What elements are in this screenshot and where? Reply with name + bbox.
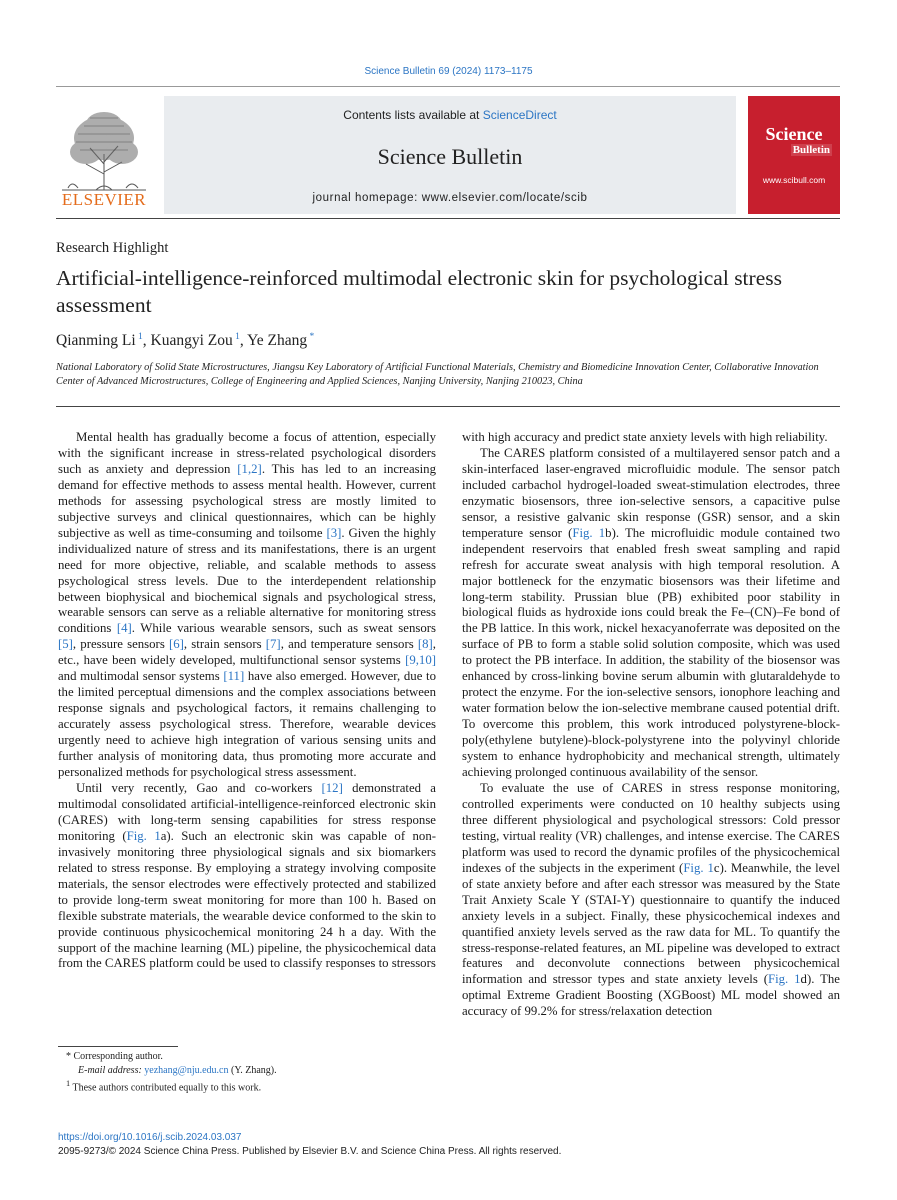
footnote-mark: * xyxy=(66,1051,71,1062)
citation-link[interactable]: [3] xyxy=(326,525,342,540)
journal-header xyxy=(56,96,840,214)
citation-link[interactable]: [7] xyxy=(265,637,281,652)
journal-homepage[interactable]: journal homepage: www.elsevier.com/locate/scib xyxy=(312,192,588,204)
body-text: c). Meanwhile, the level of state anxiety before and after each stressor was measured by the State Trait Anxiety Scale Y (STAI-Y) questionnaire to quantify the induced anxiety levels in a subject. Finally, these physicochemical indexes and quantified anxiety levels served as the raw data for ML. To quantify the stress-response-related features, an ML pipeline was developed to extract features and deconvolute connections between physicochemical information and stressor types and state anxiety levels ( xyxy=(462,860,840,987)
figure-reference-link[interactable]: Fig. 1 xyxy=(126,828,161,843)
article-type: Research Highlight xyxy=(56,240,169,256)
cover-url: www.scibull.com xyxy=(762,175,826,185)
author-mark[interactable]: 1 xyxy=(135,332,143,342)
body-text: , and temperature sensors xyxy=(280,637,418,652)
body-text: have also emerged. However, due to the limited perceptual dimensions and the complex associations between response signals and psychological factors, it remains challenging to accurately assess psychological stress. Therefore, wearable devices urgently need to achieve high integration of various sensing units and further analysis of monitoring data, thus promoting more accurate and personalized methods for psychological stress assessment. xyxy=(58,669,436,780)
doi-link[interactable]: https://doi.org/10.1016/j.scib.2024.03.037 xyxy=(58,1132,242,1143)
header-top-rule xyxy=(56,86,840,87)
footnote-email xyxy=(58,1064,436,1078)
footnote-corresponding xyxy=(58,1050,436,1064)
body-text: b). The microfluidic module contained two independent reservoirs that enabled fresh sweat sampling and rapid refresh for accurate sweat analysis with high temporal resolution. A major bottleneck for the enzymatic biosensors was their lifetime and long-term stability. Prussian blue (PB) exhibited poor stability in biological fluids as hydroxide ions could break the Fe–(CN)–Fe bond of the PB lattice. In this work, nickel hexacyanoferrate was deposited on the surface of PB to form a stable solid solution composite, which was used to protect the PB interface. In addition, the stability of the biosensor was enhanced by cross-linking bovine serum albumin with glutaraldehyde to protect the enzyme. For the ion-selective sensors, ionophore leaching and water formation below the ion-selective membrane caused potential drift. To overcome this problem, this work introduced polystyrene-block-poly(ethylene butylene)-block-polystyrene into the polyvinyl chloride system to enhance hydrophobicity and mechanical strength, ultimately achieving prolonged continuous availability of the sensor. xyxy=(462,525,840,780)
body-text: To evaluate the use of CARES in stress response monitoring, controlled experiments were conducted on 10 healthy subjects using three different physiological and psychological stressors: Cold pressor testing, virtual reality (VR) challenges, and intense exercise. The CARES platform was used to record the dynamic profiles of the physicochemical indexes of the subjects in the experiment ( xyxy=(462,780,840,875)
citation-link[interactable]: [5] xyxy=(58,637,73,652)
body-text: . This has led to an increasing demand for effective methods to assess mental health. However, current methods for assessing psychological stress are mostly limited to subjective surveys and clinical questionnaires, which can be highly subjective as well as time-consuming and toilsome xyxy=(58,461,436,540)
header-bottom-rule xyxy=(56,218,840,219)
figure-reference-link[interactable]: Fig. 1 xyxy=(572,525,606,540)
body-text: , strain sensors xyxy=(183,637,266,652)
footnote-rule xyxy=(58,1046,178,1047)
author-name[interactable]: Ye Zhang xyxy=(247,332,308,350)
body-text: Mental health has gradually become a focus of attention, especially with the significant increase in stress-related psychological disorders such as anxiety and depression xyxy=(58,430,436,476)
journal-citation[interactable]: Science Bulletin 69 (2024) 1173–1175 xyxy=(364,66,533,77)
body-paragraph xyxy=(58,430,436,781)
footnotes xyxy=(58,1050,436,1095)
author-affiliation: National Laboratory of Solid State Microstructures, Jiangsu Key Laboratory of Artificial Functional Materials, Chemistry and Biomedicine Innovation Center, Collaborative Innovation Center of Advanced Microstructures, College of Engineering and Applied Sciences, Nanjing University, Nanjing 210023, China xyxy=(56,362,819,387)
journal-cover[interactable] xyxy=(748,96,840,214)
citation-link[interactable]: [6] xyxy=(168,637,184,652)
body-text: with high accuracy and predict state anxiety levels with high reliability. xyxy=(462,430,828,444)
body-column-right xyxy=(462,430,840,1020)
citation-link[interactable]: [12] xyxy=(321,780,343,795)
footnote-mark: 1 xyxy=(66,1079,71,1088)
author-separator: , xyxy=(239,332,248,350)
body-text: . While various wearable sensors, such as sweat sensors xyxy=(131,621,436,636)
author-name[interactable]: Kuangyi Zou xyxy=(150,332,233,350)
author-name[interactable]: Qianming Li xyxy=(56,332,136,350)
citation-link[interactable]: [8] xyxy=(417,637,433,652)
footnote-equal-contribution xyxy=(58,1077,436,1095)
cover-subtitle: Bulletin xyxy=(792,144,830,156)
figure-reference-link[interactable]: Fig. 1 xyxy=(683,860,714,875)
journal-info-box xyxy=(164,96,736,214)
journal-name: Science Bulletin xyxy=(377,144,523,169)
elsevier-wordmark: ELSEVIER xyxy=(61,190,147,209)
author-list xyxy=(56,332,314,350)
body-text: Until very recently, Gao and co-workers xyxy=(76,780,322,795)
contents-line xyxy=(164,108,736,122)
body-paragraph xyxy=(462,430,840,446)
sciencedirect-link[interactable]: ScienceDirect xyxy=(482,108,557,122)
body-text: d). The optimal Extreme Gradient Boosting (XGBoost) ML model showed an accuracy of 99.2% for stress/relaxation detection xyxy=(462,972,840,1019)
body-text: and multimodal sensor systems xyxy=(58,669,224,684)
citation-link[interactable]: [9,10] xyxy=(405,653,436,668)
affiliation-rule xyxy=(56,406,840,407)
body-paragraph xyxy=(462,446,840,781)
cover-title: Science xyxy=(765,124,823,144)
citation-link[interactable]: [1,2] xyxy=(237,461,262,476)
copyright-line: 2095-9273/© 2024 Science China Press. Published by Elsevier B.V. and Science China Press. All rights reserved. xyxy=(58,1146,562,1157)
contents-prefix: Contents lists available at xyxy=(343,108,483,122)
email-label: E-mail address: xyxy=(78,1064,145,1076)
body-column-left xyxy=(58,430,436,972)
body-text: The CARES platform consisted of a multilayered sensor patch and a skin-interfaced laser-engraved microfluidic module. The sensor patch included carbachol hydrogel-loaded sweat-stimulation electrodes, three enzymatic biosensors, three ion-selective sensors, a capacitive pulse sensor, a resistive galvanic skin response (GSR) sensor, and a skin temperature sensor ( xyxy=(462,445,840,540)
email-link[interactable]: yezhang@nju.edu.cn xyxy=(144,1064,229,1076)
footnote-text: These authors contributed equally to this work. xyxy=(72,1082,262,1094)
body-paragraph xyxy=(58,781,436,972)
body-text: , etc., have been widely developed, multifunctional sensor systems xyxy=(58,637,436,668)
email-suffix: (Y. Zhang). xyxy=(228,1064,277,1076)
body-text: demonstrated a multimodal consolidated artificial-intelligence-reinforced electronic skin (CARES) with long-term sensing capabilities for stress response monitoring ( xyxy=(58,780,436,843)
author-mark[interactable]: 1 xyxy=(232,332,240,342)
body-text: a). Such an electronic skin was capable of non-invasively monitoring three physiological signals and six biomarkers related to stress response. By employing a strategy involving composite materials, the sensor electrodes were effectively protected and stabilized to provide long-term sweat monitoring for more than 100 h. Based on flexible substrate materials, the wearable device conformed to the skin to provide continuous physicochemical monitoring 24 h a day. With the support of the machine learning (ML) pipeline, the physicochemical data from the CARES platform could be used to classify responses to stressors xyxy=(58,828,436,971)
footnote-text: Corresponding author. xyxy=(73,1051,163,1062)
article-title: Artificial-intelligence-reinforced multimodal electronic skin for psychological stress assessment xyxy=(56,266,782,317)
citation-link[interactable]: [11] xyxy=(223,669,245,684)
body-text: , pressure sensors xyxy=(72,637,169,652)
citation-link[interactable]: [4] xyxy=(116,621,132,636)
figure-reference-link[interactable]: Fig. 1 xyxy=(767,972,801,987)
author-mark[interactable]: * xyxy=(307,332,315,342)
body-text: . Given the highly individualized nature of stress and its manifestations, there is an urgent need for more objective, reliable, and scalable methods to assess psychological stress levels. Due to the interdependent relationship between biophysical and biochemical signals and psychological stress, wearable sensors can serve as a reliable alternative for monitoring stress conditions xyxy=(58,525,436,636)
body-paragraph xyxy=(462,781,840,1020)
author-separator: , xyxy=(142,332,151,350)
